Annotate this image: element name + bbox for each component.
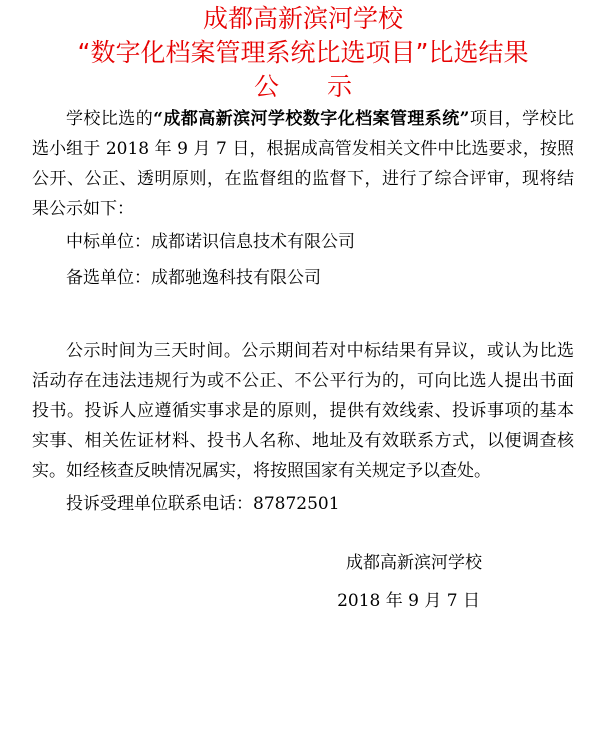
document-header	[32, 0, 574, 104]
signature-date: 2018 年 9 月 7 日	[337, 591, 480, 611]
paragraph-spacer	[32, 296, 574, 336]
winner-label: 中标单位：	[66, 232, 151, 252]
header-school-name: 成都高新滨河学校	[202, 4, 403, 33]
notice-paragraph: 公示时间为三天时间。公示期间若对中标结果有异议，或认为比选活动存在违法违规行为或不公正、不公平行为的，可向比选人提出书面投书。投诉人应遵循实事求是的原则，提供有效线索、投诉事项的基本实事、相关佐证材料、投书人名称、地址及有效联系方式，以便调查核实。如经核查反映情况属实，将按照国家有关规定予以查处。	[32, 341, 574, 481]
signature-block	[32, 544, 574, 620]
complaint-line	[32, 486, 574, 522]
winner-line	[32, 224, 574, 260]
intro-paragraph	[32, 104, 574, 224]
intro-prefix: 学校比选的	[66, 109, 154, 129]
intro-suffix: 项目，学校比选小组于 2018 年 9 月 7 日，根据成高管发相关文件中比选要求，按照公开、公正、透明原则，在监督组的监督下，进行了综合评审，现将结果公示如下：	[32, 109, 575, 219]
document-body	[32, 104, 574, 522]
alternate-label: 备选单位：	[66, 268, 151, 288]
header-notice-word: 公示	[253, 72, 400, 101]
complaint-phone: 87872501	[253, 494, 340, 514]
complaint-label: 投诉受理单位联系电话：	[66, 494, 253, 514]
alternate-value: 成都驰逸科技有限公司	[151, 268, 321, 288]
signature-spacer	[32, 522, 574, 544]
intro-project-name: “成都高新滨河学校数字化档案管理系统”	[153, 109, 470, 129]
header-project-title: “数字化档案管理系统比选项目”比选结果	[77, 38, 529, 67]
alternate-line	[32, 260, 574, 296]
winner-value: 成都诺识信息技术有限公司	[151, 232, 355, 252]
signature-org: 成都高新滨河学校	[346, 553, 482, 573]
